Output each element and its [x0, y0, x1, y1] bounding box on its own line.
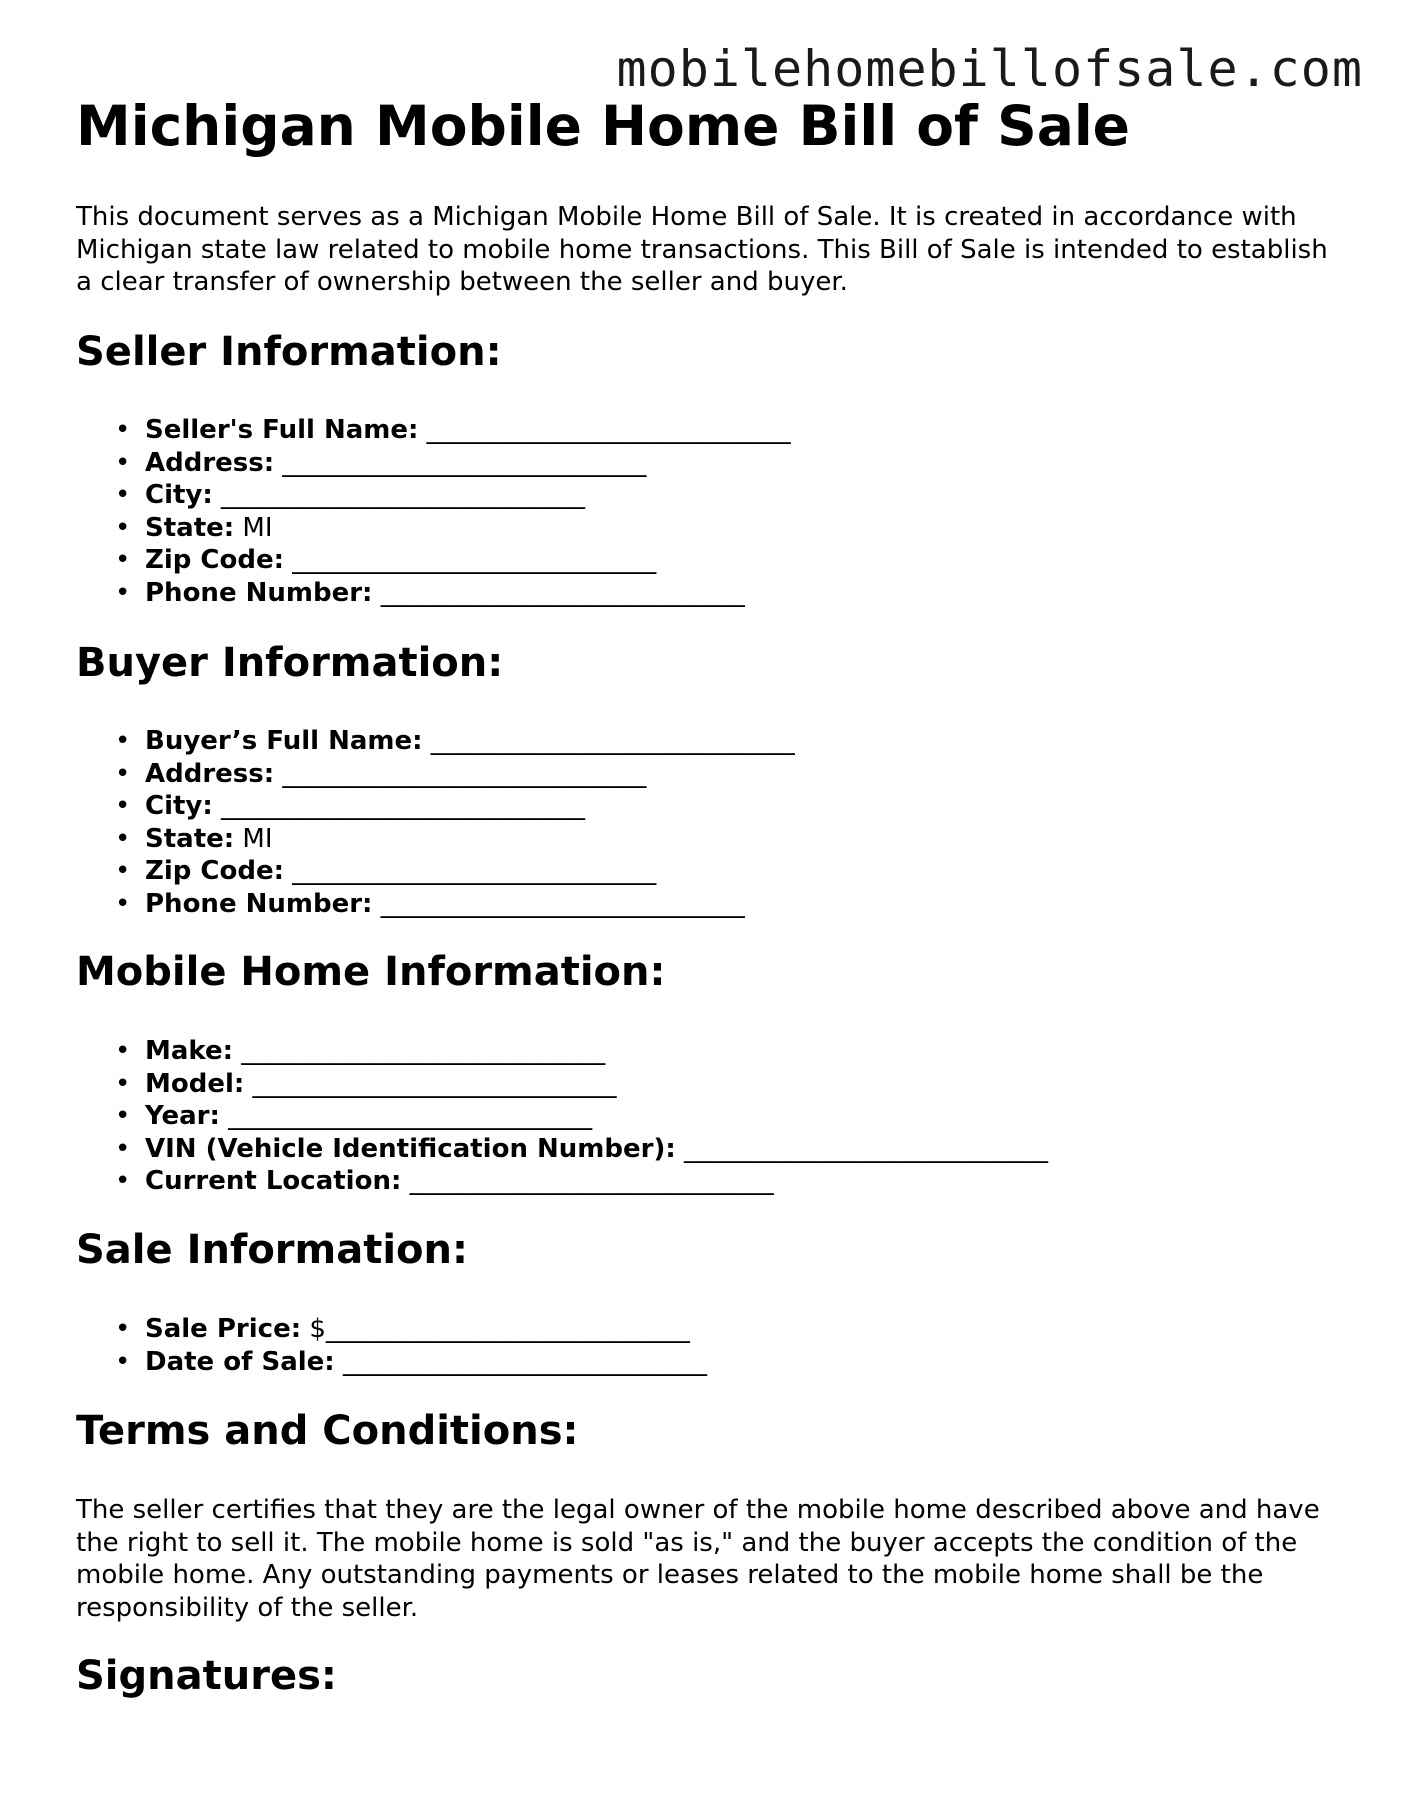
field-value: ____________________________	[372, 888, 745, 919]
seller-full-name-field	[112, 414, 791, 447]
terms-section-heading: Terms and Conditions:	[76, 1408, 579, 1454]
sale-section-heading: Sale Information:	[76, 1227, 468, 1273]
sale-field-list	[112, 1313, 707, 1378]
seller-state-field	[112, 512, 791, 545]
field-label: Zip Code:	[145, 856, 285, 886]
field-label: VIN (Vehicle Identification Number):	[145, 1133, 676, 1164]
field-label: State:	[145, 512, 235, 543]
field-label: State:	[145, 823, 235, 854]
field-label: Address:	[145, 758, 275, 789]
model-field	[112, 1068, 1048, 1101]
field-value: ____________________________	[401, 1166, 774, 1196]
field-value: ____________________________	[675, 1133, 1048, 1164]
field-label: Phone Number:	[145, 888, 373, 919]
field-value: ____________________________	[284, 856, 657, 886]
field-value: ____________________________	[233, 1036, 606, 1066]
current-location-field	[112, 1165, 1048, 1198]
field-value: MI	[234, 823, 273, 854]
field-label: Phone Number:	[145, 577, 373, 608]
buyer-zip-code-field	[112, 855, 795, 888]
field-value: ____________________________	[244, 1068, 617, 1099]
field-label: Address:	[145, 447, 275, 478]
field-value: ____________________________	[219, 1101, 593, 1131]
seller-field-list	[112, 414, 791, 609]
field-value: ____________________________	[274, 758, 647, 789]
buyer-state-field	[112, 823, 795, 856]
year-field	[112, 1100, 1048, 1133]
seller-phone-number-field	[112, 577, 791, 610]
buyer-field-list	[112, 725, 795, 920]
field-label: Sale Price:	[145, 1314, 302, 1344]
mobile-home-section-heading: Mobile Home Information:	[76, 949, 666, 995]
date-of-sale-field	[112, 1346, 707, 1379]
field-value: ____________________________	[212, 791, 586, 821]
field-value: ____________________________	[422, 726, 795, 756]
seller-city-field	[112, 479, 791, 512]
field-value: ____________________________	[334, 1346, 707, 1377]
buyer-phone-number-field	[112, 888, 795, 921]
field-label: Current Location:	[145, 1166, 402, 1196]
field-value: ____________________________	[284, 545, 657, 575]
field-label: Seller's Full Name:	[145, 415, 419, 445]
field-value: ____________________________	[274, 447, 647, 478]
terms-paragraph: The seller certifies that they are the legal owner of the mobile home described above and have the right to sell it. The mobile home is sold "as is," and the buyer accepts the condition of the mobile home. Any outstanding payments or leases related to the mobile home shall be the responsibility of the seller.	[76, 1495, 1320, 1623]
buyer-address-field	[112, 758, 795, 791]
field-label: Zip Code:	[145, 545, 285, 575]
field-value: $____________________________	[301, 1314, 690, 1344]
intro-paragraph: This document serves as a Michigan Mobile Home Bill of Sale. It is created in accordance with Michigan state law related to mobile home transactions. This Bill of Sale is intended to establish a clear transfer of ownership between the seller and buyer.	[76, 202, 1328, 297]
mobile-home-field-list	[112, 1035, 1048, 1198]
field-label: Year:	[145, 1101, 220, 1131]
buyer-section-heading: Buyer Information:	[76, 640, 504, 686]
document-title: Michigan Mobile Home Bill of Sale	[76, 94, 1130, 158]
field-label: City:	[145, 480, 213, 510]
field-label: Model:	[145, 1068, 245, 1099]
seller-section-heading: Seller Information:	[76, 329, 502, 375]
field-value: MI	[234, 512, 273, 543]
field-label: Date of Sale:	[145, 1346, 335, 1377]
field-label: Make:	[145, 1036, 234, 1066]
field-value: ____________________________	[418, 415, 791, 445]
buyer-city-field	[112, 790, 795, 823]
field-value: ____________________________	[372, 577, 745, 608]
field-label: City:	[145, 791, 213, 821]
seller-zip-code-field	[112, 544, 791, 577]
seller-address-field	[112, 447, 791, 480]
signatures-section-heading: Signatures:	[76, 1653, 337, 1699]
field-label: Buyer’s Full Name:	[145, 726, 423, 756]
field-value: ____________________________	[212, 480, 586, 510]
vin-field	[112, 1133, 1048, 1166]
sale-price-field	[112, 1313, 707, 1346]
buyer-full-name-field	[112, 725, 795, 758]
site-watermark: mobilehomebillofsale.com	[616, 40, 1363, 98]
make-field	[112, 1035, 1048, 1068]
